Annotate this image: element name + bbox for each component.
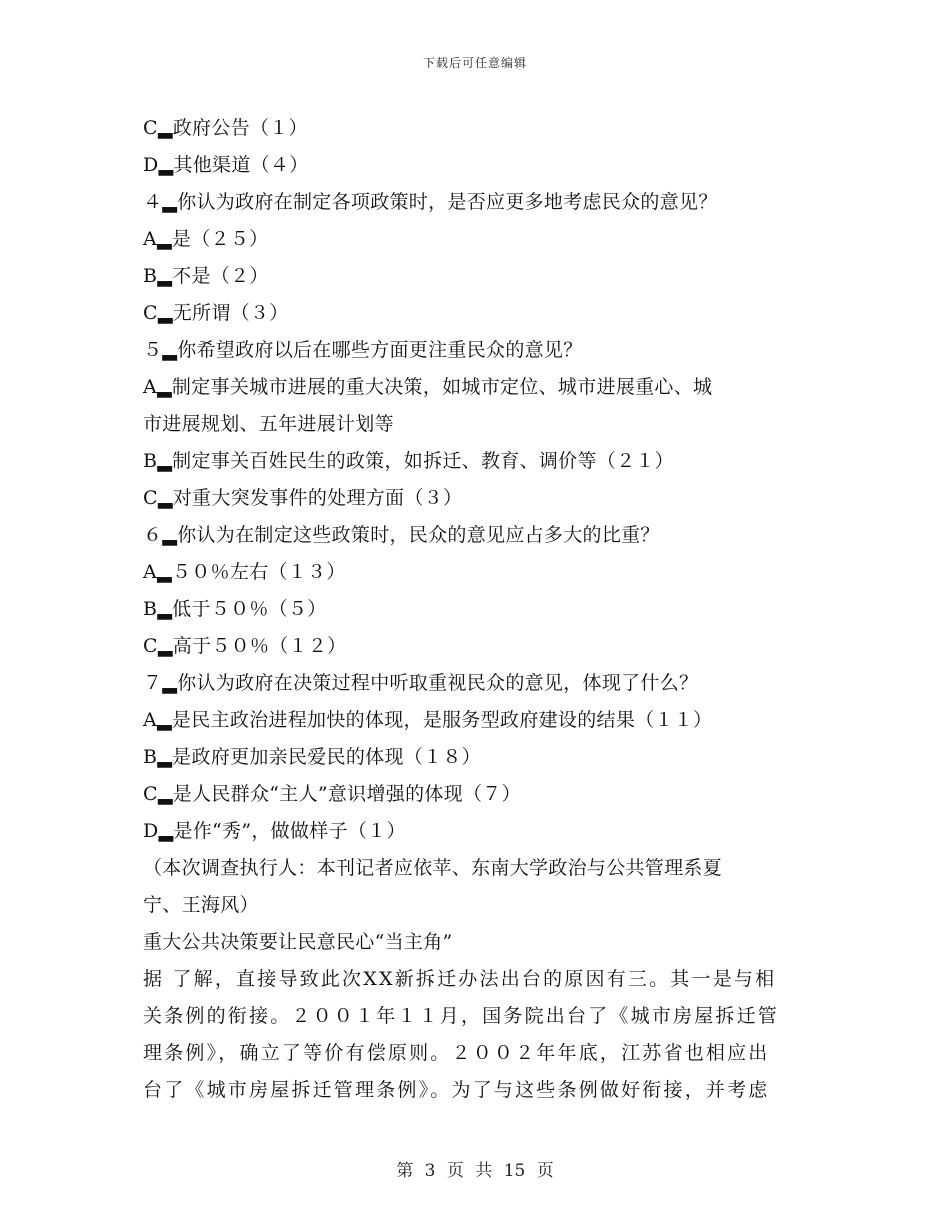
text-line: C▂高于５０％（１２） [143, 635, 347, 657]
text-line: B▂不是（２） [143, 265, 269, 287]
text-line: A▂制定事关城市进展的重大决策，如城市定位、城市进展重心、城 [143, 376, 713, 398]
text-line: B▂低于５０％（５） [143, 598, 327, 620]
text-line: B▂制定事关百姓民生的政策，如拆迁、教育、调价等（２１） [143, 450, 674, 472]
text-line: A▂是民主政治进程加快的体现，是服务型政府建设的结果（１１） [143, 709, 713, 731]
text-line: C▂无所谓（３） [143, 302, 289, 324]
question-line: ４▂你认为政府在制定各项政策时，是否应更多地考虑民众的意见？ [143, 191, 718, 213]
text-line: 宁、王海风） [143, 894, 259, 916]
question-line: ７▂你认为政府在决策过程中听取重视民众的意见，体现了什么？ [143, 672, 699, 694]
text-line: A▂是（２５） [143, 228, 269, 250]
text-line: C▂对重大突发事件的处理方面（３） [143, 487, 463, 509]
section-heading: 重大公共决策要让民意民心“当主角” [143, 931, 453, 953]
question-line: ５▂你希望政府以后在哪些方面更注重民众的意见？ [143, 339, 583, 361]
text-line: D▂是作“秀”，做做样子（１） [143, 820, 406, 842]
document-body [143, 110, 803, 1109]
paragraph-line: 理条例》，确立了等价有偿原则。２００２年年底，江苏省也相应出 [143, 1042, 770, 1064]
text-line: A▂５０％左右（１３） [143, 561, 346, 583]
paragraph-line: 台了《城市房屋拆迁管理条例》。为了与这些条例做好衔接，并考虑 [143, 1079, 770, 1101]
text-line: D▂其他渠道（４） [143, 154, 309, 176]
paragraph-line: 据 了解，直接导致此次XX新拆迁办法出台的原因有三。其一是与相 [143, 968, 777, 990]
question-line: ６▂你认为在制定这些政策时，民众的意见应占多大的比重？ [143, 524, 660, 546]
text-line: （本次调查执行人：本刊记者应依苹、东南大学政治与公共管理系夏 [143, 857, 723, 879]
text-line: B▂是政府更加亲民爱民的体现（１８） [143, 746, 481, 768]
text-line: C▂是人民群众“主人”意识增强的体现（７） [143, 783, 521, 805]
page-footer: 第 3 页 共 15 页 [396, 1161, 554, 1181]
paragraph-line: 关条例的衔接。２００１年１１月，国务院出台了《城市房屋拆迁管 [143, 1005, 780, 1027]
page-header: 下载后可任意编辑 [422, 56, 527, 70]
text-line: C▂政府公告（１） [143, 117, 308, 139]
text-line: 市进展规划、五年进展计划等 [143, 413, 394, 435]
